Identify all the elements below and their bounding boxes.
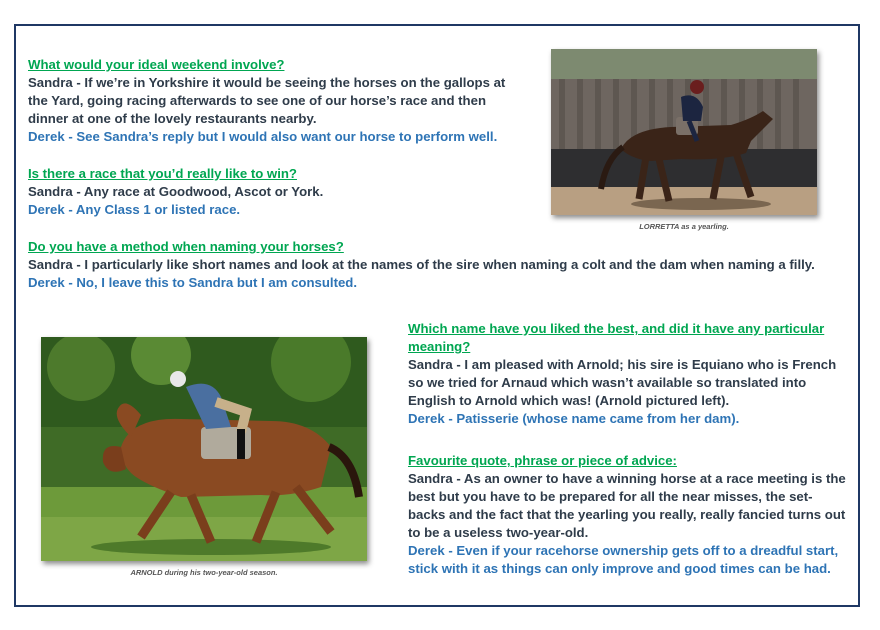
- question-heading: Favourite quote, phrase or piece of advice:: [408, 453, 677, 468]
- question-heading: Do you have a method when naming your horses?: [28, 239, 344, 254]
- arnold-caption: ARNOLD during his two-year-old season.: [130, 568, 278, 577]
- sandra-answer: Sandra - I particularly like short names and look at the names of the sire when naming a colt and the dam when naming a filly.: [28, 257, 815, 272]
- question-heading: What would your ideal weekend involve?: [28, 57, 285, 72]
- lorretta-photo: [551, 49, 817, 215]
- section-favourite-name: [408, 320, 848, 428]
- sandra-answer: Sandra - If we’re in Yorkshire it would be seeing the horses on the gallops at the Yard, going racing afterwards to see one of our horse’s race and then dinner at one of the lovely restaurants nearby.: [28, 75, 506, 126]
- derek-answer: Derek - Patisserie (whose name came from her dam).: [408, 411, 740, 426]
- question-heading: Which name have you liked the best, and did it have any particular meaning?: [408, 321, 825, 354]
- derek-answer: Derek - Even if your racehorse ownership gets off to a dreadful start, stick with it as things can only improve and good times can be had.: [408, 543, 839, 576]
- arnold-photo: [41, 337, 367, 561]
- derek-answer: Derek - No, I leave this to Sandra but I am consulted.: [28, 275, 358, 290]
- derek-answer: Derek - See Sandra’s reply but I would also want our horse to perform well.: [28, 129, 498, 144]
- derek-answer: Derek - Any Class 1 or listed race.: [28, 202, 241, 217]
- section-ideal-weekend: [28, 56, 528, 146]
- sandra-answer: Sandra - Any race at Goodwood, Ascot or York.: [28, 184, 324, 199]
- lorretta-caption: LORRETTA as a yearling.: [639, 222, 729, 231]
- sandra-answer: Sandra - As an owner to have a winning horse at a race meeting is the best but you have to be prepared for all the near misses, the set-backs and the fact that the yearling you really, really fancied turns out to be a useless two-year-old.: [408, 471, 846, 540]
- sandra-answer: Sandra - I am pleased with Arnold; his sire is Equiano who is French so we tried for Arnaud which wasn’t available so translated into English to Arnold which was! (Arnold pictured left).: [408, 357, 837, 408]
- section-race-to-win: [28, 165, 528, 219]
- question-heading: Is there a race that you’d really like to win?: [28, 166, 297, 181]
- section-naming-method: [28, 238, 838, 292]
- section-favourite-quote: [408, 452, 848, 578]
